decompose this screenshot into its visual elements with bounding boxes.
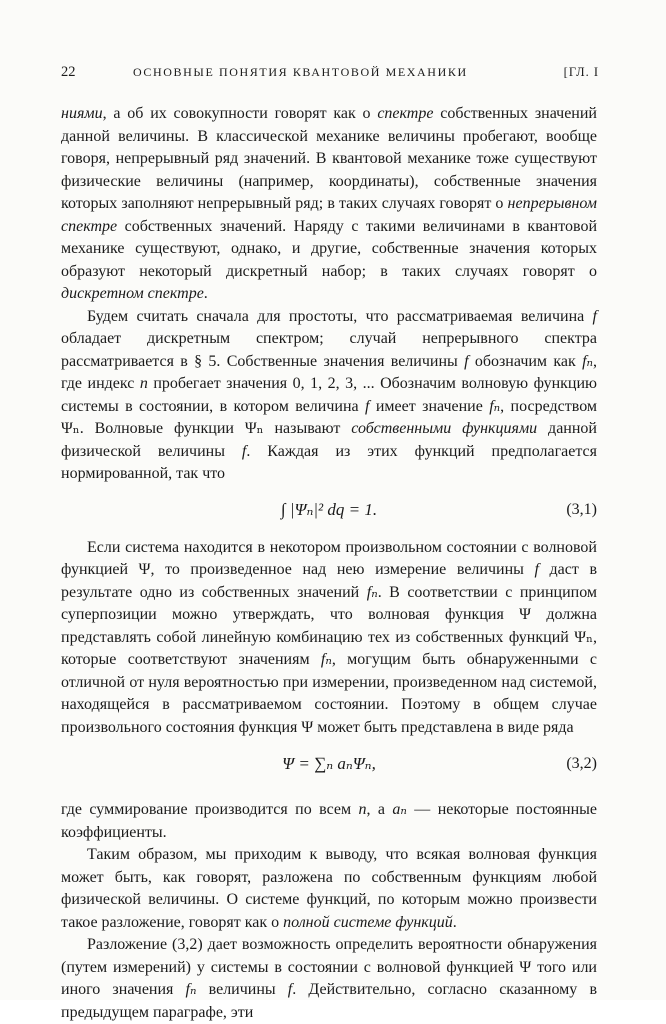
text-run: Таким образом, мы приходим к выводу, что всякая волновая функция может быть, как говорят, разложена по собственным функциям любой физической величины. О системе функций, по которым можно произвести такое разложение, говорят как о [61, 846, 597, 931]
math-symbol: fₙ [366, 583, 378, 601]
chapter-marker: [ГЛ. I [563, 65, 599, 79]
text-run: даст в результате одно из собственных значений [61, 561, 597, 601]
text-run: . [203, 285, 208, 302]
italic-term: собственными функциями [351, 420, 538, 437]
math-symbol: n [358, 801, 367, 818]
text-run: . Действительно, согласно сказанному в предыдущем параграфе, эти [61, 981, 597, 1021]
text-run: . Каждая из этих функций предполагается нормированной, так что [61, 442, 597, 482]
text-run: , посредством Ψₙ. Волновые функции Ψₙ называют [61, 397, 598, 437]
text-run: собственных значений данной величины. В классической механике величины пробегают, вообще говоря, непрерывный ряд значений. В квантовой механике тоже существуют физические величины (например, координаты), собственные значения которых заполняют непрерывный ряд; в таких случаях говорят о [61, 105, 597, 212]
page-number: 22 [61, 64, 76, 80]
italic-term: непрерывном спектре [61, 195, 597, 235]
text-run: , могущим быть обнаруженными с отличной от нуля вероятностью при измерении, произведенном над системой, находящейся в рассматриваемом состоянии. Поэтому в общем случае произвольного состояния функция Ψ может быть представлена в виде ряда [61, 651, 598, 736]
page-header [61, 64, 599, 88]
text-run: собственных значений. Наряду с такими величинами в квантовой механике существуют, однако, и другие, собственные значения которых образуют некоторый дискретный набор; в таких случаях говорят о [61, 217, 597, 280]
text-run: обозначим как [468, 352, 583, 370]
math-symbol: aₙ [392, 801, 407, 818]
equation-number: (3,2) [566, 755, 597, 772]
text-run: . [452, 913, 457, 931]
equation-3-2 [61, 739, 597, 799]
text-run: , а об их совокупности говорят как о [102, 105, 378, 122]
equation-formula: Ψ = ∑ₙ aₙΨₙ, [282, 754, 376, 773]
text-run: , а [366, 801, 393, 818]
math-symbol: f [592, 307, 597, 325]
math-symbol: n [139, 375, 148, 392]
text-run: . В соответствии с принципом суперпозиции можно утверждать, что волновая функция Ψ должна представлять собой линейную комбинацию тех из собственных функций Ψₙ, которые соответствуют значениям [61, 583, 598, 668]
text-run: Будем считать сначала для простоты, что рассматриваемая величина [87, 307, 593, 325]
equation-3-1 [61, 486, 597, 537]
equation-number: (3,1) [566, 500, 597, 518]
math-symbol: f [287, 981, 293, 998]
text-run: , где индекс [61, 352, 597, 392]
italic-term: спектре [377, 105, 434, 122]
text-run: данной физической величины [61, 420, 597, 460]
equation-formula: ∫ |Ψₙ|² dq = 1. [280, 499, 378, 519]
text-run: величины [196, 981, 288, 998]
italic-term: ниями [61, 105, 103, 122]
math-symbol: f [241, 442, 247, 460]
text-run: — некоторые постоянные коэффициенты. [61, 801, 598, 841]
text-run: обладает дискретным спектром; случай непрерывного спектра рассматривается в § 5. Собственные значения величины [61, 330, 597, 370]
math-symbol: fₙ [489, 397, 501, 415]
math-symbol: fₙ [582, 352, 593, 370]
text-run: имеет значение [369, 397, 490, 415]
paragraph-5 [61, 844, 597, 934]
text-run: пробегает значения 0, 1, 2, 3, ... Обозначим волновую функцию системы в состоянии, в котором величина [61, 375, 597, 415]
running-title: ОСНОВНЫЕ ПОНЯТИЯ КВАНТОВОЙ МЕХАНИКИ [133, 65, 468, 79]
italic-term: полной системе функций [283, 913, 453, 931]
page-body [61, 103, 597, 1024]
math-symbol: fₙ [320, 651, 332, 668]
paragraph-2 [61, 306, 597, 486]
italic-term: дискретном спектре [61, 285, 204, 302]
text-run: где суммирование производится по всем [61, 801, 359, 818]
text-run: Если система находится в некотором произвольном состоянии с волновой функцией Ψ, то произведенное над нею измерение величины [61, 538, 597, 578]
math-symbol: fₙ [185, 981, 197, 998]
paragraph-4 [61, 799, 597, 844]
text-run: Разложение (3,2) дает возможность определить вероятности обнаружения (путем измерений) у системы в состоянии с волновой функцией Ψ того или иного значения [61, 936, 597, 998]
paragraph-1 [61, 103, 597, 306]
math-symbol: f [365, 397, 370, 415]
paragraph-6 [61, 934, 597, 1024]
math-symbol: f [464, 352, 469, 370]
paragraph-3 [61, 537, 597, 740]
math-symbol: f [534, 561, 539, 578]
